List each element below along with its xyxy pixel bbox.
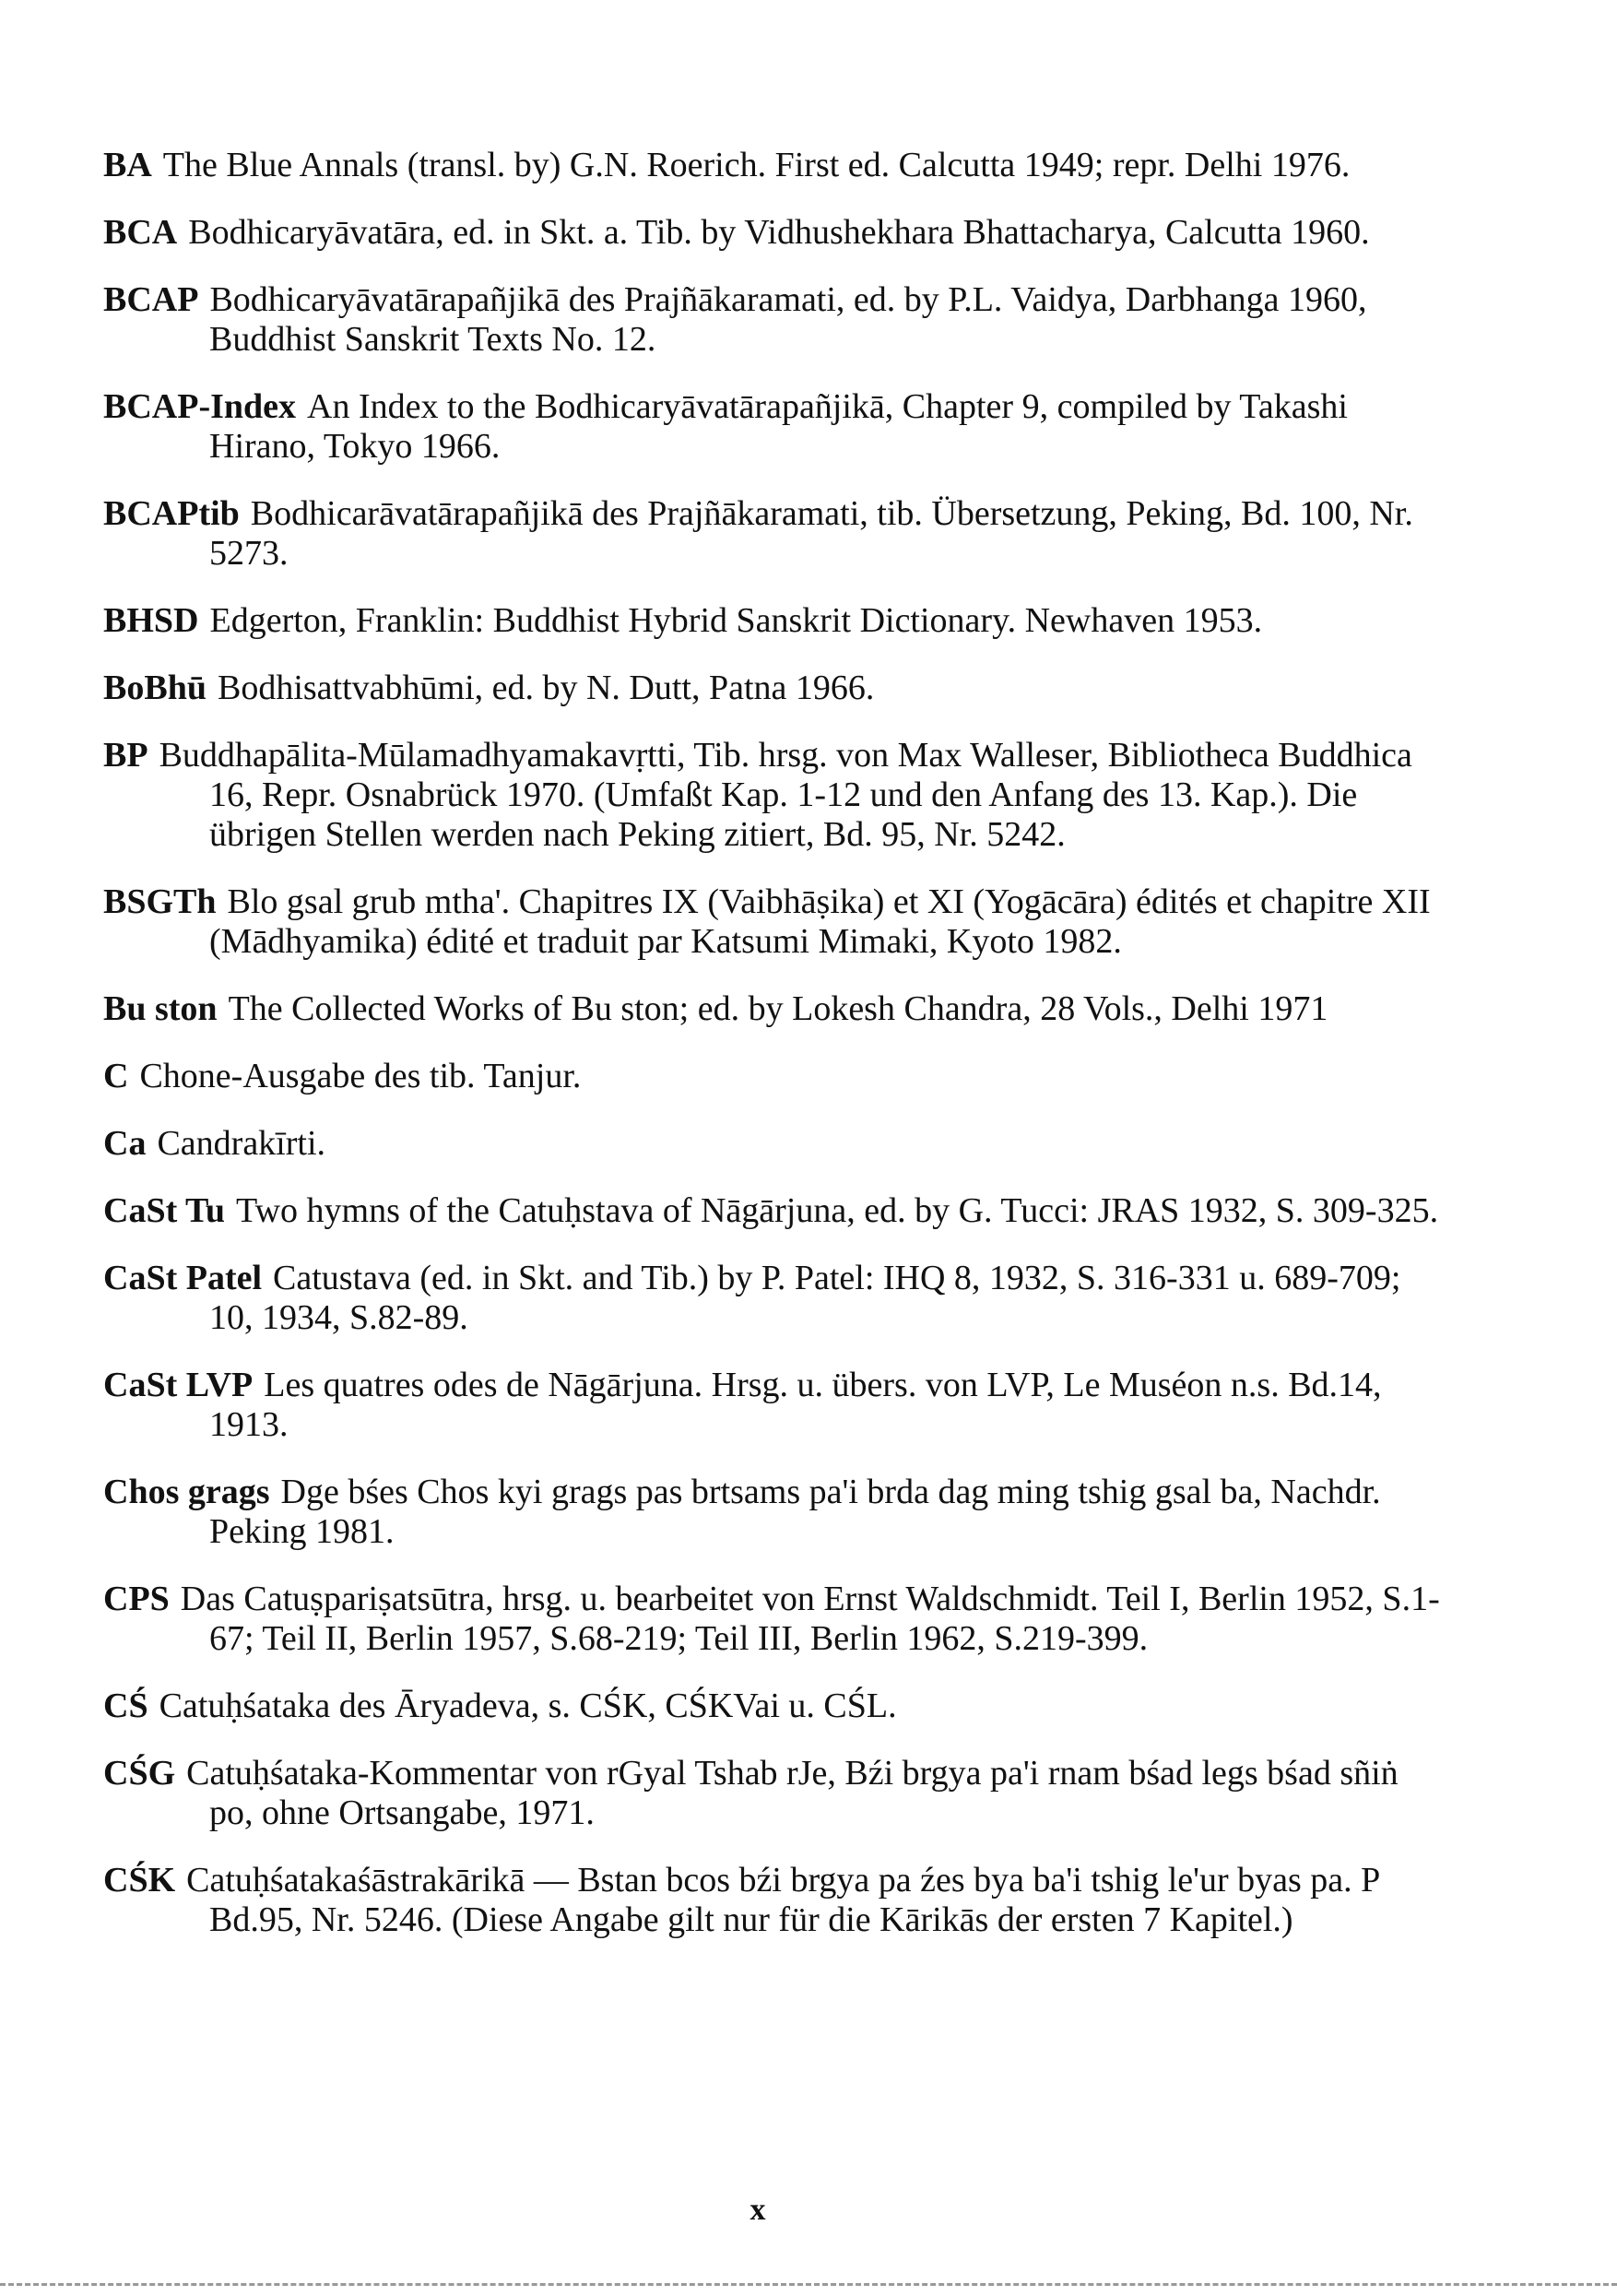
entry-abbr: CŚG: [103, 1754, 176, 1793]
entry-abbr: CaSt Patel: [103, 1259, 263, 1297]
entry-text: Candrakīrti.: [157, 1124, 326, 1163]
entry-text: Les quatres odes de Nāgārjuna. Hrsg. u. übers. von LVP, Le Muséon n.s. Bd.14, 1913.: [209, 1366, 1382, 1444]
entry-text: The Blue Annals (transl. by) G.N. Roerich. First ed. Calcutta 1949; repr. Delhi 1976.: [162, 146, 1351, 184]
entry-abbr: BHSD: [103, 601, 199, 640]
entry-text: Edgerton, Franklin: Buddhist Hybrid Sanskrit Dictionary. Newhaven 1953.: [209, 601, 1263, 640]
entry-text: Catustava (ed. in Skt. and Tib.) by P. Patel: IHQ 8, 1932, S. 316-331 u. 689-709; 10, 1934, S.82-89.: [209, 1259, 1401, 1337]
entry-cast-tu: [103, 1191, 1449, 1231]
entry-bcap: [103, 280, 1449, 360]
scan-edge-divider: [0, 2283, 1617, 2286]
entry-text: Bodhicaryāvatāra, ed. in Skt. a. Tib. by Vidhushekhara Bhattacharya, Calcutta 1960.: [188, 213, 1370, 252]
entry-cs: [103, 1686, 1449, 1726]
entry-bcaptib: [103, 494, 1449, 574]
entry-text: Das Catuṣpariṣatsūtra, hrsg. u. bearbeitet von Ernst Waldschmidt. Teil I, Berlin 1952, S.1-67; Teil II, Berlin 1957, S.68-219; Teil III, Berlin 1962, S.219-399.: [180, 1580, 1440, 1658]
entry-text: Blo gsal grub mtha'. Chapitres IX (Vaibhāṣika) et XI (Yogācāra) édités et chapitre XII (Mādhyamika) édité et traduit par Katsumi Mimaki, Kyoto 1982.: [209, 882, 1431, 961]
entry-abbr: Bu ston: [103, 989, 218, 1028]
entry-abbr: CŚ: [103, 1686, 148, 1725]
entry-cast-lvp: [103, 1366, 1449, 1445]
entry-abbr: Ca: [103, 1124, 147, 1163]
entry-text: Catuḥśataka des Āryadeva, s. CŚK, CŚKVai u. CŚL.: [159, 1686, 897, 1725]
entry-text: Buddhapālita-Mūlamadhyamakavṛtti, Tib. hrsg. von Max Walleser, Bibliotheca Buddhica 16, Repr. Osnabrück 1970. (Umfaßt Kap. 1-12 und den Anfang des 13. Kap.). Die übrigen Stellen werden nach Peking zitiert, Bd. 95, Nr. 5242.: [159, 736, 1412, 854]
entry-abbr: BCA: [103, 213, 178, 252]
entry-cast-patel: [103, 1259, 1449, 1338]
entry-text: Two hymns of the Catuḥstava of Nāgārjuna, ed. by G. Tucci: JRAS 1932, S. 309-325.: [236, 1191, 1439, 1230]
entry-text: An Index to the Bodhicaryāvatārapañjikā, Chapter 9, compiled by Takashi Hirano, Tokyo 1966.: [209, 387, 1348, 466]
entry-bu-ston: [103, 989, 1449, 1029]
entry-abbr: BCAP-Index: [103, 387, 297, 426]
entry-cps: [103, 1580, 1449, 1659]
entry-bcap-index: [103, 387, 1449, 467]
entry-abbr: BP: [103, 736, 148, 775]
entry-csg: [103, 1754, 1449, 1833]
entry-abbr: BCAP: [103, 280, 199, 319]
entry-bhsd: [103, 601, 1449, 641]
entry-bobhu: [103, 669, 1449, 708]
entry-abbr: BSGTh: [103, 882, 217, 921]
entry-bsgth: [103, 882, 1449, 962]
entry-text: Bodhicaryāvatārapañjikā des Prajñākaramati, ed. by P.L. Vaidya, Darbhanga 1960, Buddhist Sanskrit Texts No. 12.: [209, 280, 1367, 359]
entry-text: Bodhicarāvatārapañjikā des Prajñākaramati, tib. Übersetzung, Peking, Bd. 100, Nr. 5273.: [209, 494, 1413, 573]
entry-csk: [103, 1861, 1449, 1940]
entry-bp: [103, 736, 1449, 855]
abbreviation-list: [103, 146, 1449, 1968]
entry-chos-grags: [103, 1473, 1449, 1552]
entry-text: Catuḥśataka-Kommentar von rGyal Tshab rJe, Bźi brgya pa'i rnam bśad legs bśad sñiṅ po, ohne Ortsangabe, 1971.: [186, 1754, 1399, 1832]
entry-abbr: Chos grags: [103, 1473, 270, 1511]
page-number: x: [749, 2193, 766, 2227]
entry-bca: [103, 213, 1449, 253]
entry-abbr: CPS: [103, 1580, 170, 1618]
entry-text: Chone-Ausgabe des tib. Tanjur.: [139, 1057, 582, 1095]
entry-ca: [103, 1124, 1449, 1164]
entry-text: Catuḥśatakaśāstrakārikā — Bstan bcos bźi brgya pa źes bya ba'i tshig le'ur byas pa. P Bd.95, Nr. 5246. (Diese Angabe gilt nur für die Kārikās der ersten 7 Kapitel.): [186, 1861, 1379, 1939]
entry-abbr: BoBhū: [103, 669, 207, 707]
entry-c: [103, 1057, 1449, 1096]
entry-text: Bodhisattvabhūmi, ed. by N. Dutt, Patna 1966.: [217, 669, 875, 707]
entry-ba: [103, 146, 1449, 185]
entry-abbr: CaSt Tu: [103, 1191, 226, 1230]
entry-abbr: CŚK: [103, 1861, 176, 1900]
entry-abbr: CaSt LVP: [103, 1366, 254, 1404]
entry-abbr: BCAPtib: [103, 494, 240, 533]
entry-abbr: C: [103, 1057, 129, 1095]
entry-abbr: BA: [103, 146, 152, 184]
entry-text: Dge bśes Chos kyi grags pas brtsams pa'i brda dag ming tshig gsal ba, Nachdr. Peking 1981.: [209, 1473, 1381, 1551]
entry-text: The Collected Works of Bu ston; ed. by Lokesh Chandra, 28 Vols., Delhi 1971: [228, 989, 1328, 1028]
